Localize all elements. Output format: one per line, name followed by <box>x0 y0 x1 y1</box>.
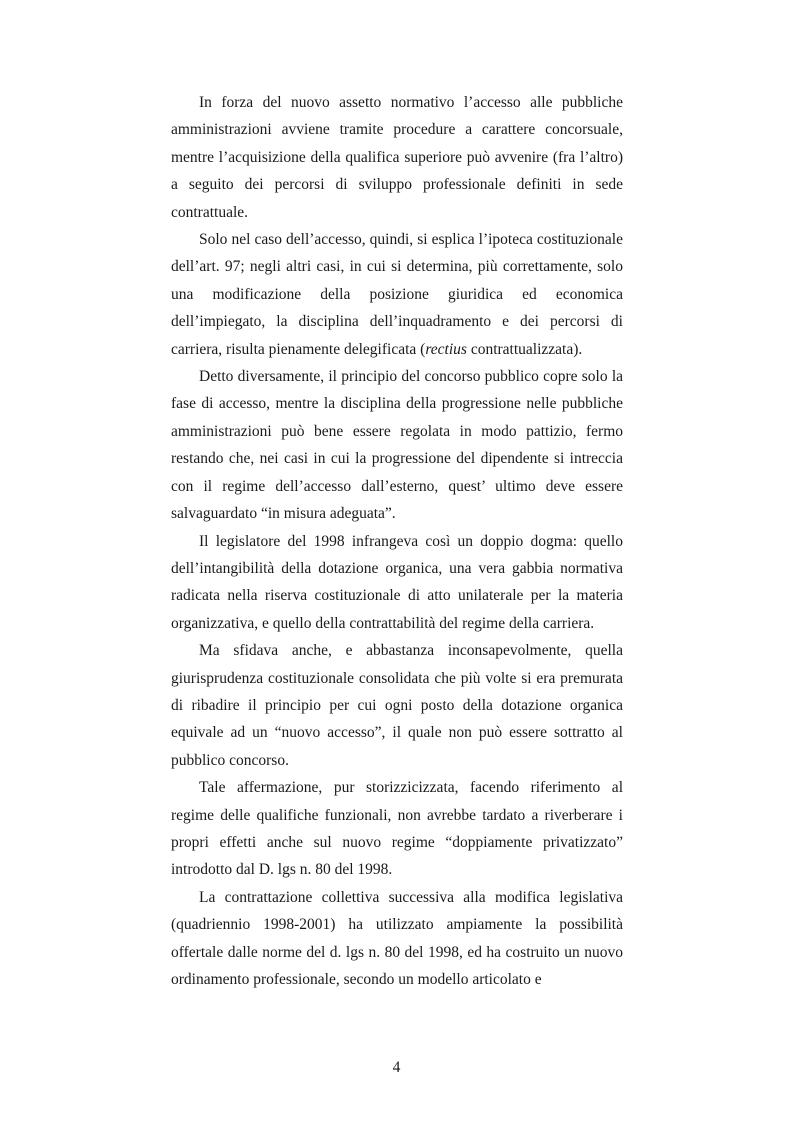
paragraph-3: Detto diversamente, il principio del concorso pubblico copre solo la fase di accesso, mentre la disciplina della progressione nelle pubbliche amministrazioni può bene essere regolata in modo pattizio, fermo restando che, nei casi in cui la progressione del dipendente si intreccia con il regime dell’accesso dall’esterno, quest’ ultimo deve essere salvaguardato “in misura adeguata”. <box>171 368 623 523</box>
paragraph-1: In forza del nuovo assetto normativo l’accesso alle pubbliche amministrazioni avviene tramite procedure a carattere concorsuale, mentre l’acquisizione della qualifica superiore può avvenire (fra l’altro) a seguito dei percorsi di sviluppo professionale definiti in sede contrattuale. <box>171 94 623 221</box>
paragraph-6: Tale affermazione, pur storizzicizzata, facendo riferimento al regime delle qualifiche funzionali, non avrebbe tardato a riverberare i propri effetti anche sul nuovo regime “doppiamente privatizzato” introdotto dal D. lgs n. 80 del 1998. <box>171 779 623 879</box>
page-number: 4 <box>392 1059 401 1076</box>
page-body <box>171 89 623 993</box>
paragraph-4: Il legislatore del 1998 infrangeva così un doppio dogma: quello dell’intangibilità della dotazione organica, una vera gabbia normativa radicata nella riserva costituzionale di atto unilaterale per la materia organizzativa, e quello della contrattabilità del regime della carriera. <box>171 532 623 632</box>
paragraph-2-text-after: contrattualizzata). <box>466 340 583 358</box>
paragraph-2 <box>171 226 623 363</box>
paragraph-2-italic-term: rectius <box>425 340 467 358</box>
paragraph-5: Ma sfidava anche, e abbastanza inconsapevolmente, quella giurisprudenza costituzionale consolidata che più volte si era premurata di ribadire il principio per cui ogni posto della dotazione organica equivale ad un “nuovo accesso”, il quale non può essere sottratto al pubblico concorso. <box>171 642 623 769</box>
paragraph-2-text-before: Solo nel caso dell’accesso, quindi, si esplica l’ipoteca costituzionale dell’art. 97; negli altri casi, in cui si determina, più correttamente, solo una modificazione della posizione giuridica ed economica dell’impiegato, la disciplina dell’inquadramento e dei percorsi di carriera, risulta pienamente delegificata ( <box>171 231 623 358</box>
paragraph-7: La contrattazione collettiva successiva alla modifica legislativa (quadriennio 1998-2001) ha utilizzato ampiamente la possibilità offertale dalle norme del d. lgs n. 80 del 1998, ed ha costruito un nuovo ordinamento professionale, secondo un modello articolato e <box>171 888 623 988</box>
